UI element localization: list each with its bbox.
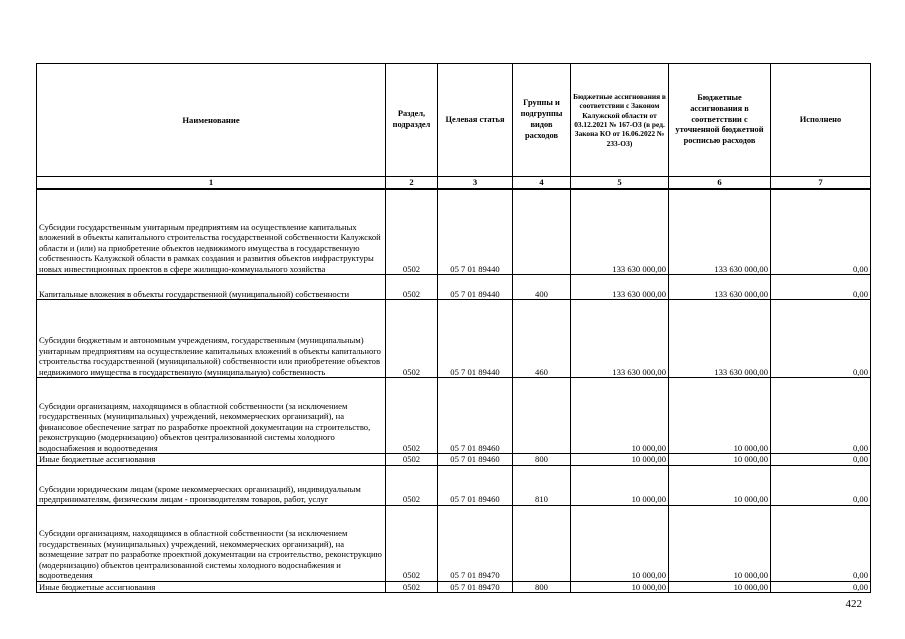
row-section: 0502: [386, 300, 438, 378]
column-number: 5: [571, 177, 669, 189]
table-row: [37, 505, 871, 581]
row-target: 05 7 01 89460: [438, 454, 513, 466]
row-refined-amount: 10 000,00: [669, 454, 771, 466]
row-name: Капитальные вложения в объекты государственной (муниципальной) собственности: [37, 275, 386, 300]
row-target: 05 7 01 89440: [438, 189, 513, 275]
header-groups: Группы и подгруппы видов расходов: [513, 64, 571, 177]
table-row: [37, 454, 871, 466]
row-refined-amount: 10 000,00: [669, 465, 771, 505]
row-law-amount: 133 630 000,00: [571, 189, 669, 275]
row-law-amount: 10 000,00: [571, 581, 669, 593]
row-refined-amount: 133 630 000,00: [669, 300, 771, 378]
row-executed-amount: 0,00: [771, 581, 871, 593]
row-executed-amount: 0,00: [771, 189, 871, 275]
row-law-amount: 10 000,00: [571, 505, 669, 581]
column-number: 7: [771, 177, 871, 189]
row-executed-amount: 0,00: [771, 300, 871, 378]
row-refined-amount: 10 000,00: [669, 505, 771, 581]
table-row: [37, 465, 871, 505]
row-target: 05 7 01 89440: [438, 300, 513, 378]
row-refined-amount: 10 000,00: [669, 378, 771, 454]
row-target: 05 7 01 89470: [438, 505, 513, 581]
row-name: Иные бюджетные ассигнования: [37, 581, 386, 593]
row-law-amount: 10 000,00: [571, 378, 669, 454]
budget-table: [36, 63, 871, 593]
table-row: [37, 275, 871, 300]
row-section: 0502: [386, 378, 438, 454]
row-name: Субсидии организациям, находящимся в областной собственности (за исключением государственных (муниципальных) учреждений, некоммерческих организаций), на возмещение затрат по разработке проектной документации на строительство, реконструкцию (модернизацию) объектов централизованной системы холодного водоснабжения и водоотведения: [37, 505, 386, 581]
header-section: Раздел, подраздел: [386, 64, 438, 177]
row-group: 400: [513, 275, 571, 300]
column-number: 1: [37, 177, 386, 189]
row-section: 0502: [386, 189, 438, 275]
header-law: Бюджетные ассигнования в соответствии с Законом Калужской области от 03.12.2021 № 167-ОЗ (в ред. Закона КО от 16.06.2022 № 233-ОЗ): [571, 64, 669, 177]
header-refined: Бюджетные ассигнования в соответствии с уточненной бюджетной росписью расходов: [669, 64, 771, 177]
page-number: 422: [845, 598, 862, 610]
row-name: Субсидии юридическим лицам (кроме некоммерческих организаций), индивидуальным предпринимателям, физическим лицам - производителям товаров, работ, услуг: [37, 465, 386, 505]
row-target: 05 7 01 89460: [438, 378, 513, 454]
row-law-amount: 10 000,00: [571, 465, 669, 505]
row-group: 460: [513, 300, 571, 378]
row-group: 810: [513, 465, 571, 505]
row-refined-amount: 133 630 000,00: [669, 189, 771, 275]
row-executed-amount: 0,00: [771, 378, 871, 454]
row-section: 0502: [386, 465, 438, 505]
row-section: 0502: [386, 581, 438, 593]
column-number: 4: [513, 177, 571, 189]
row-name: Субсидии организациям, находящимся в областной собственности (за исключением государственных (муниципальных) учреждений, некоммерческих организаций), на финансовое обеспечение затрат по разработке проектной документации на строительство, реконструкцию (модернизацию) объектов централизованной системы холодного водоснабжения и водоотведения: [37, 378, 386, 454]
row-group: 800: [513, 454, 571, 466]
column-number-row: [37, 177, 871, 189]
header-row: [37, 64, 871, 177]
row-executed-amount: 0,00: [771, 505, 871, 581]
table-row: [37, 378, 871, 454]
column-number: 6: [669, 177, 771, 189]
row-refined-amount: 10 000,00: [669, 581, 771, 593]
header-executed: Исполнено: [771, 64, 871, 177]
row-group: [513, 378, 571, 454]
row-law-amount: 133 630 000,00: [571, 300, 669, 378]
row-executed-amount: 0,00: [771, 465, 871, 505]
row-name: Субсидии бюджетным и автономным учреждениям, государственным (муниципальным) унитарным предприятиям на осуществление капитальных вложений в объекты капитального строительства государственной (муниципальной) собственности или приобретение объектов недвижимого имущества в государственную (муниципальную) собственность: [37, 300, 386, 378]
row-executed-amount: 0,00: [771, 275, 871, 300]
row-section: 0502: [386, 454, 438, 466]
row-group: [513, 505, 571, 581]
header-target: Целевая статья: [438, 64, 513, 177]
row-target: 05 7 01 89470: [438, 581, 513, 593]
row-name: Иные бюджетные ассигнования: [37, 454, 386, 466]
row-target: 05 7 01 89440: [438, 275, 513, 300]
row-section: 0502: [386, 505, 438, 581]
row-law-amount: 10 000,00: [571, 454, 669, 466]
row-target: 05 7 01 89460: [438, 465, 513, 505]
row-group: 800: [513, 581, 571, 593]
row-refined-amount: 133 630 000,00: [669, 275, 771, 300]
table-row: [37, 581, 871, 593]
table-row: [37, 189, 871, 275]
column-number: 2: [386, 177, 438, 189]
column-number: 3: [438, 177, 513, 189]
row-law-amount: 133 630 000,00: [571, 275, 669, 300]
row-name: Субсидии государственным унитарным предприятиям на осуществление капитальных вложений в объекты капитального строительства государственной собственности Калужской области и (или) на приобретение объектов недвижимого имущества в государственную собственность Калужской области в рамках создания и развития объектов инфраструктуры новых инвестиционных проектов в сфере жилищно-коммунального хозяйства: [37, 189, 386, 275]
header-name: Наименование: [37, 64, 386, 177]
row-executed-amount: 0,00: [771, 454, 871, 466]
row-group: [513, 189, 571, 275]
table-row: [37, 300, 871, 378]
row-section: 0502: [386, 275, 438, 300]
